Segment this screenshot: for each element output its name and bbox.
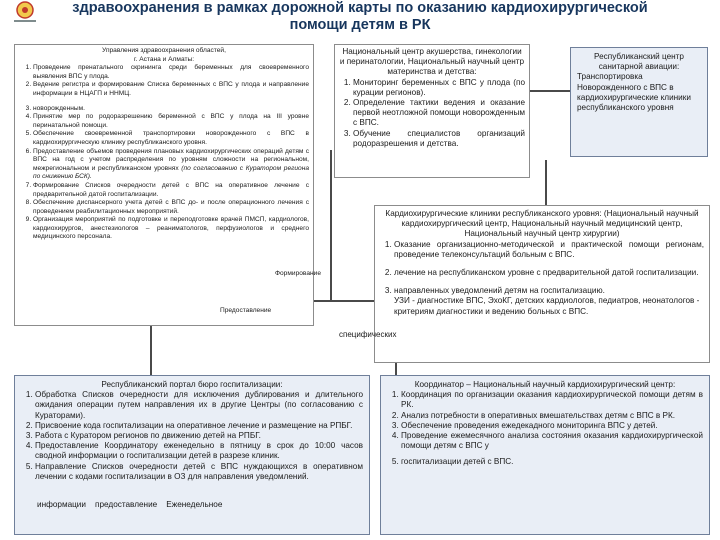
list-item: 1. Оказание организационно-методической и практической помощи регионам, проведение телеконсультаций больным с ВПС.	[394, 240, 704, 260]
connector-clinics	[545, 160, 547, 205]
list-item: 4. Принятие мер по родоразрешению беременной с ВПС у плода на III уровне перинатальной помощи.	[33, 113, 309, 130]
national-center-list	[339, 78, 525, 149]
regions-overlay	[275, 270, 321, 279]
list-item: 7. Формирование Списков очередности детей с ВПС на оперативное лечение с предварительной датой госпитализации.	[33, 182, 309, 199]
list-item: 3. Работа с Куратором регионов по движению детей на РПБГ.	[35, 431, 363, 441]
clinics-overlay: специфических	[339, 330, 397, 339]
coordinator-header: Координатор – Национальный научный кардиохирургический центр:	[414, 380, 676, 389]
sanavia-box	[570, 47, 708, 157]
list-item	[33, 148, 309, 182]
title-line-2: помощи детям в РК	[289, 17, 431, 33]
list-item: 9. Организация мероприятий по подготовке и переподготовке врачей ПМСП, кардиологов, кардиохирургов, анестезиологов – реаниматологов, перфузиологов и среднего медицинского персонала.	[33, 216, 309, 242]
list-item: 4. Проведение ежемесячного анализа состояния оказания кардиохирургической помощи детям с ВПС у	[401, 431, 703, 451]
coordinator-box	[380, 375, 710, 535]
list-item: 3. новорожденным.	[33, 105, 309, 114]
list-item: 3. Обеспечение проведения ежедекадного мониторинга ВПС у детей.	[401, 421, 703, 431]
portal-footer-overlay: информации предоставление Еженедельное	[37, 500, 223, 509]
ministry-logo	[8, 0, 42, 26]
clinics-tail	[339, 296, 704, 339]
national-center-header: Национальный центр акушерства, гинекологии и перинатологии, Национальный научный центр материнства и детства:	[339, 47, 525, 77]
list-item: 2. Анализ потребности в оперативных вмешательствах детям с ВПС в РК.	[401, 411, 703, 421]
list-item: 4. Предоставление Координатору еженедельно в пятницу в срок до 10:00 часов сводной информации о госпитализации детей в разрезе клиник.	[35, 441, 363, 461]
clinics-list	[380, 240, 704, 297]
overlay-word: Формирование	[275, 270, 321, 277]
list-item: 1. Координация по организации оказания кардиохирургической помощи детям в РК.	[401, 390, 703, 410]
sanavia-body: Транспортировка Новорожденного с ВПС в кардиохирургические клиники республиканского уровня	[577, 72, 691, 113]
regions-box	[14, 44, 321, 326]
clinics-header: Кардиохирургические клиники республиканского уровня: (Национальный научный кардиохирургический центр, Национальный научный медицинский центр, Национальный научный центр хирургии)	[385, 209, 699, 239]
list-item: 1. Обработка Списков очередности для исключения дублирования и длительного ожидания операции путем направления их в другие Центры (по согласованию с Кураторами).	[35, 390, 363, 421]
connector-top-vertical	[330, 150, 332, 300]
connector-right	[530, 90, 570, 92]
sanavia-header: Республиканский центр санитарной авиации:	[594, 52, 684, 72]
coordinator-list	[387, 390, 703, 467]
regions-list	[19, 64, 309, 242]
list-item: 5. госпитализации детей с ВПС.	[401, 457, 703, 467]
regions-header-2: г. Астана и Алматы:	[133, 55, 195, 63]
title-line-1: здравоохранения в рамках дорожной карты по оказанию кардиохирургической	[72, 0, 648, 16]
portal-box	[14, 375, 370, 535]
page-title	[60, 0, 660, 34]
list-item: 5. Направление Списков очередности детей с ВПС нуждающихся в оперативном лечении с кодами госпитализации в ОЗ для направления уведомлений.	[35, 462, 363, 482]
list-item: 2. Присвоение кода госпитализации на оперативное лечение и размещение на РПБГ.	[35, 421, 363, 431]
regions-header-1: Управления здравоохранения областей,	[102, 47, 226, 54]
list-item: 5. Обеспечение своевременной транспортировки новорожденного с ВПС в кардиохирургическую клинику республиканского уровня.	[33, 130, 309, 147]
overlay-word-2: Предоставление	[220, 307, 272, 314]
list-item: 8. Обеспечение диспансерного учета детей с ВПС до- и после операционного лечения с проведением реабилитационных мероприятий.	[33, 199, 309, 216]
list-item: 3. направленных уведомлений детям на госпитализацию.	[394, 286, 704, 296]
item6-note: (по согласованию с Куратором региона по снижению БСК).	[33, 164, 309, 181]
national-center-box	[334, 44, 530, 178]
list-item: 2. лечение на республиканском уровне с предварительной датой госпитализации.	[394, 268, 704, 278]
regions-overlay-2	[220, 307, 271, 316]
list-item: 1. Проведение пренатального скрининга среди беременных для своевременного выявления ВПС у плода.	[33, 64, 309, 81]
connector-left-vertical	[150, 325, 152, 375]
list-item: 2. Ведение регистра и формирование Списка беременных с ВПС у плода и направление информации в НЦАГП и ННМЦ.	[33, 81, 309, 98]
portal-list	[21, 390, 363, 482]
list-item: 3. Обучение специалистов организаций родоразрешения и детства.	[353, 129, 525, 149]
list-item: 2. Определение тактики ведения и оказание первой неотложной помощи новорожденным с ВПС.	[353, 98, 525, 129]
list-item: 1. Мониторинг беременных с ВПС у плода (по курации регионов).	[353, 78, 525, 98]
item6-text: Предоставление объемов проведения плановых кардиохирургических операций детям с ВПС на год с учетом распределения по уровням сложности на региональном, межрегиональном и республиканском уровнях	[33, 147, 309, 172]
portal-header: Республиканский портал бюро госпитализации:	[101, 380, 283, 389]
clinics-tail-text: УЗИ - диагностике ВПС, ЭхоКГ, детских кардиологов, педиатров, неонатологов - критериям диагностики и ведению больных с ВПС.	[394, 296, 700, 316]
clinics-box	[339, 205, 710, 363]
